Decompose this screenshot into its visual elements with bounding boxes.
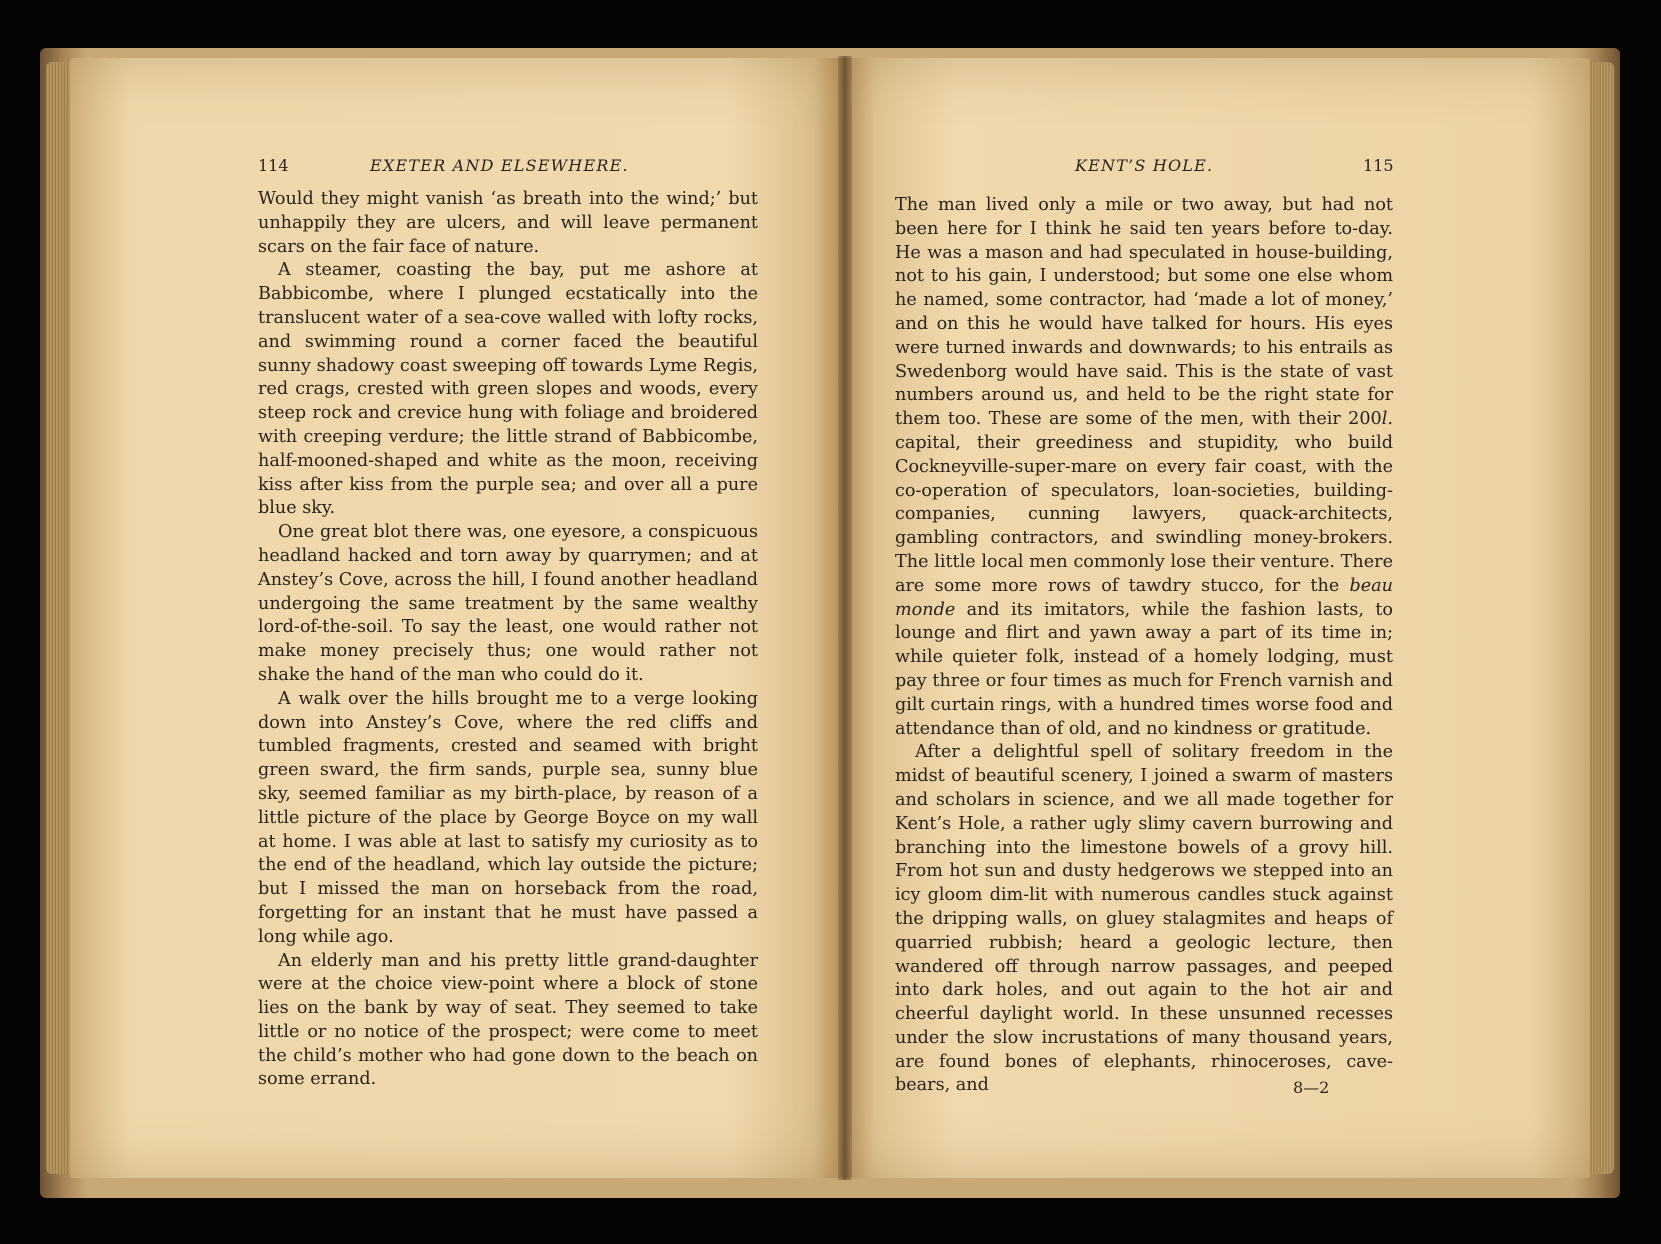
left-header [70,156,845,180]
right-paragraph-1 [895,194,1393,741]
right-header [845,156,1590,180]
right-page-number: 115 [1363,156,1394,175]
right-paragraph-1-text-a: The man lived only a mile or two away, but had not been here for I think he said ten years before to-day. He was a mason and had speculated in house-building, not to his gain, I understood; but some one else whom he named, some contractor, had ‘made a lot of money,’ and on this he would have talked for hours. His eyes were turned inwards and downwards; to his entrails as Swedenborg would have said. This is the state of vast numbers around us, and held to be the right state for them too. These are some of the men, with their 200 [895,195,1393,430]
book-gutter [838,56,852,1180]
left-body-text [258,188,758,1092]
right-paragraph-2: After a delightful spell of solitary freedom in the midst of beautiful scenery, I joined a swarm of masters and scholars in science, and we all made together for Kent’s Hole, a rather ugly slimy cavern burrowing and branching into the limestone bowels of a grovy hill. From hot sun and dusty hedgerows we stepped into an icy gloom dim-lit with numerous candles stuck against the dripping walls, on gluey stalagmites and heaps of quarried rubbish; heard a geologic lecture, then wandered off through narrow passages, and peeped into dark holes, and out again to the hot air and cheerful daylight world. In these unsunned recesses under the slow incrustations of many thousand years, are found bones of elephants, rhinoceroses, cave-bears, and [895,742,1393,1096]
right-page [845,58,1590,1178]
left-paragraph-1: Would they might vanish ‘as breath into the wind;’ but unhappily they are ulcers, and will leave permanent scars on the fair face of nature. [258,189,758,257]
left-paragraph-2: A steamer, coasting the bay, put me ashore at Babbicombe, where I plunged ecstatically into the translucent water of a sea-cove walled with lofty rocks, and swimming round a corner faced the beautiful sunny shadowy coast sweeping off towards Lyme Regis, red crags, crested with green slopes and woods, every steep rock and crevice hung with foliage and broidered with creeping verdure; the little strand of Babbicombe, half-mooned-shaped and white as the moon, receiving kiss after kiss from the purple sea; and over all a pure blue sky. [258,260,758,519]
left-paragraph-5: An elderly man and his pretty little grand-daughter were at the choice view-point where a block of stone lies on the bank by way of seat. They seemed to take little or no notice of the prospect; were come to meet the child’s mother who had gone down to the beach on some errand. [258,950,758,1090]
signature-mark: 8—2 [1293,1078,1330,1097]
right-paragraph-1-text-b: capital, their greediness and stupidity, who build Cockneyville-super-mare on every fair coast, with the co-operation of speculators, loan-societies, building-companies, cunning lawyers, quack-architects, gambling contractors, and swindling money-brokers. The little local men commonly lose their venture. There are some more rows of tawdry stucco, for the [895,432,1393,596]
right-page-edges [1588,62,1614,1174]
left-page-edges [46,62,72,1174]
pounds-abbreviation: l. [1381,409,1393,430]
open-book [40,48,1620,1198]
left-page [70,58,845,1178]
right-running-head: KENT’S HOLE. [1075,156,1214,175]
left-running-head: EXETER AND ELSEWHERE. [370,156,629,175]
left-page-number: 114 [258,156,289,175]
right-paragraph-1-text-c: and its imitators, while the fashion lasts, to lounge and flirt and yawn away a part of its time in; while quieter folk, instead of a homely lodging, must pay three or four times as much for French varnish and gilt curtain rings, with a hundred times worse food and attendance than of old, and no kindness or gratitude. [895,599,1393,739]
right-body-text [895,194,1393,1098]
italic-phrase: beau monde [895,575,1393,620]
left-paragraph-4: A walk over the hills brought me to a verge looking down into Anstey’s Cove, where the red cliffs and tumbled fragments, crested and seamed with bright green sward, the firm sands, purple sea, sunny blue sky, seemed familiar as my birth-place, by reason of a little picture of the place by George Boyce on my wall at home. I was able at last to satisfy my curiosity as to the end of the headland, which lay outside the picture; but I missed the man on horseback from the road, forgetting for an instant that he must have passed a long while ago. [258,688,758,947]
left-paragraph-3: One great blot there was, one eyesore, a conspicuous headland hacked and torn away by quarrymen; and at Anstey’s Cove, across the hill, I found another headland undergoing the same treatment by the same wealthy lord-of-the-soil. To say the least, one would rather not make money precisely thus; one would rather not shake the hand of the man who could do it. [258,522,758,685]
